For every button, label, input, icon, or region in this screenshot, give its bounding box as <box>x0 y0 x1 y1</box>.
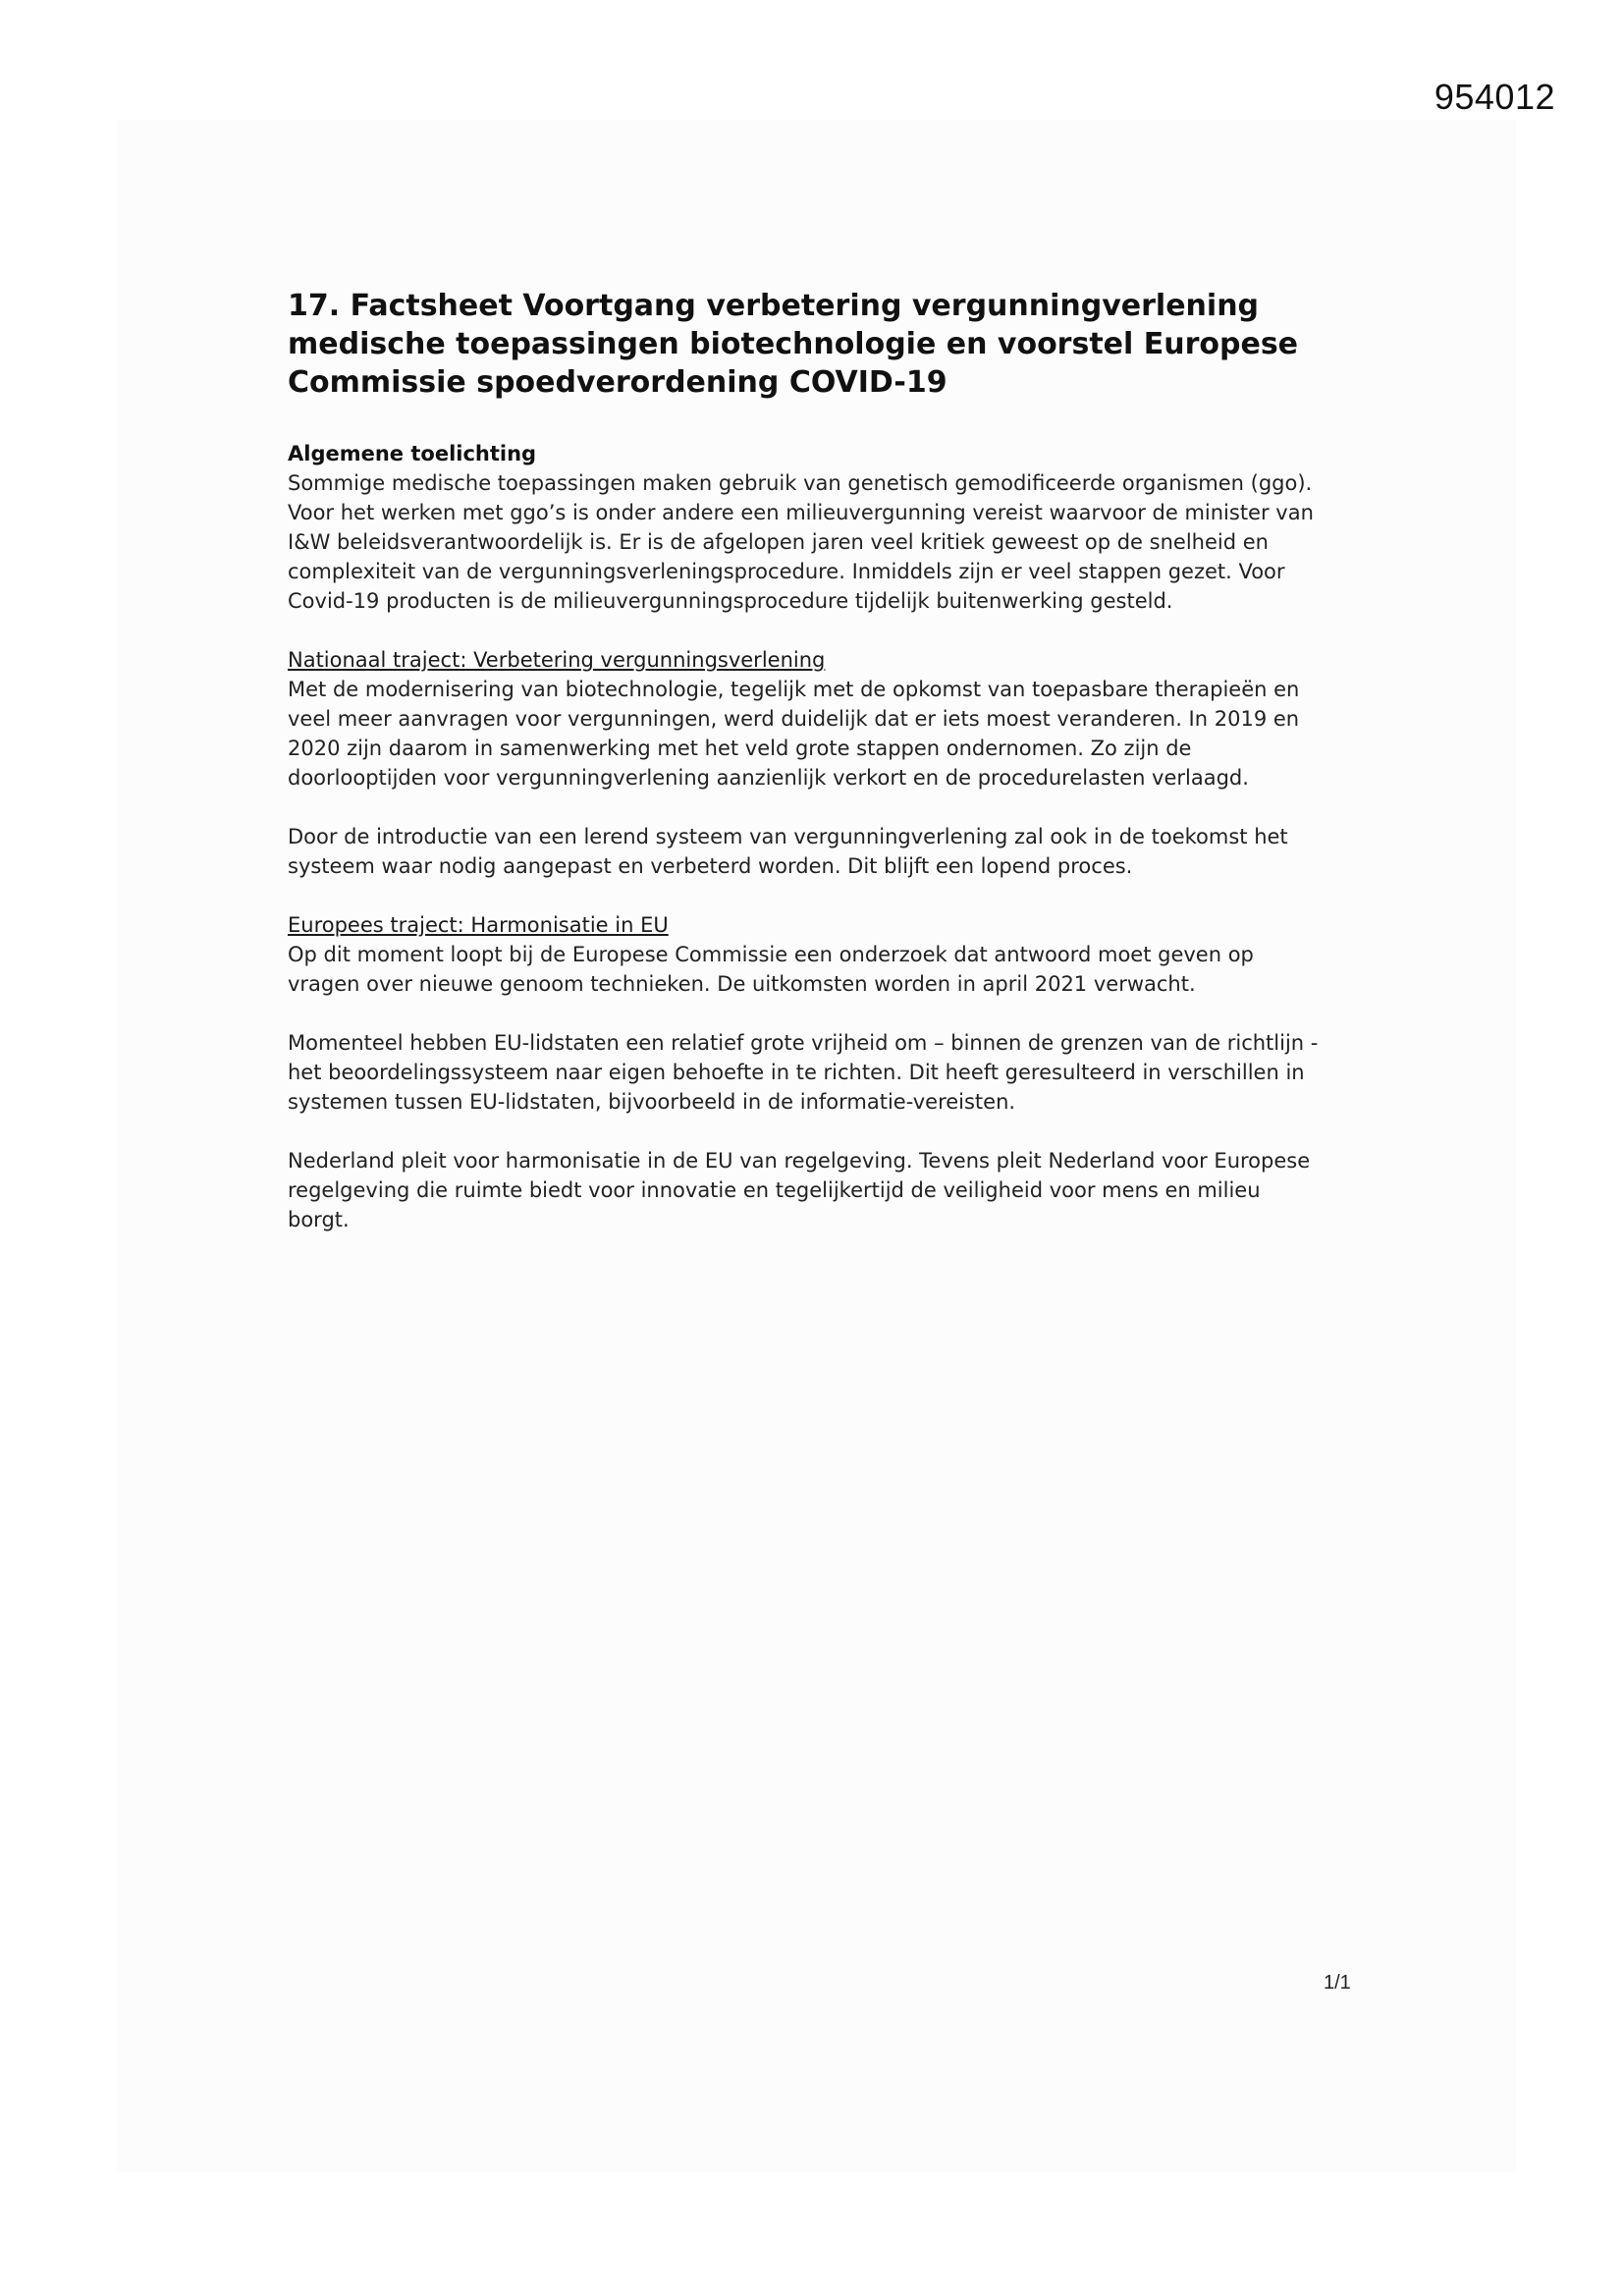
paragraph-line: doorlooptijden voor vergunningverlening aanzienlijk verkort en de procedurelasten verlaagd. <box>288 766 1249 790</box>
paragraph-line: Covid-19 producten is de milieuvergunningsprocedure tijdelijk buitenwerking gesteld. <box>288 589 1173 613</box>
paragraph-line: vragen over nieuwe genoom technieken. De uitkomsten worden in april 2021 verwacht. <box>288 972 1196 996</box>
section-heading: Algemene toelichting <box>288 442 537 465</box>
section-subheading: Europees traject: Harmonisatie in EU <box>288 913 669 937</box>
paragraph-line: complexiteit van de vergunningsverleningsprocedure. Inmiddels zijn er veel stappen gezet. Voor <box>288 560 1285 583</box>
section-national <box>288 645 1368 881</box>
paragraph-line: systemen tussen EU-lidstaten, bijvoorbeeld in de informatie-vereisten. <box>288 1090 1016 1114</box>
paragraph <box>288 468 1368 616</box>
title-line: medische toepassingen biotechnologie en voorstel Europese <box>288 327 1299 361</box>
section-subheading: Nationaal traject: Verbetering vergunningsverlening <box>288 648 826 672</box>
paragraph <box>288 1028 1368 1117</box>
paragraph-line: Voor het werken met ggo’s is onder andere een milieuvergunning vereist waarvoor de minister van <box>288 501 1314 524</box>
paragraph-line: het beoordelingssysteem naar eigen behoefte in te richten. Dit heeft geresulteerd in verschillen in <box>288 1061 1305 1084</box>
paragraph-line: Sommige medische toepassingen maken gebruik van genetisch gemodificeerde organismen (ggo). <box>288 471 1313 495</box>
section-general <box>288 439 1368 616</box>
title-line: Commissie spoedverordening COVID-19 <box>288 365 947 400</box>
paragraph <box>288 675 1368 793</box>
title-line: 17. Factsheet Voortgang verbetering vergunningverlening <box>288 289 1260 323</box>
paragraph-line: regelgeving die ruimte biedt voor innovatie en tegelijkertijd de veiligheid voor mens en milieu <box>288 1178 1261 1202</box>
section-european <box>288 910 1368 1234</box>
paragraph-line: Op dit moment loopt bij de Europese Commissie een onderzoek dat antwoord moet geven op <box>288 943 1254 966</box>
paragraph-line: I&W beleidsverantwoordelijk is. Er is de afgelopen jaren veel kritiek geweest op de snelheid en <box>288 530 1269 554</box>
paragraph <box>288 940 1368 999</box>
paragraph-line: veel meer aanvragen voor vergunningen, werd duidelijk dat er iets moest veranderen. In 2019 en <box>288 707 1300 731</box>
paragraph-line: 2020 zijn daarom in samenwerking met het veld grote stappen ondernomen. Zo zijn de <box>288 737 1192 760</box>
paragraph-line: Met de modernisering van biotechnologie, tegelijk met de opkomst van toepasbare therapieën en <box>288 678 1300 701</box>
document-id: 954012 <box>1434 77 1555 117</box>
paragraph-line: systeem waar nodig aangepast en verbeterd worden. Dit blijft een lopend proces. <box>288 854 1133 878</box>
paragraph <box>288 1146 1368 1234</box>
paragraph-line: Door de introductie van een lerend systeem van vergunningverlening zal ook in de toekomst het <box>288 825 1288 848</box>
document-body <box>288 287 1368 1234</box>
paragraph-line: borgt. <box>288 1208 350 1231</box>
paragraph <box>288 822 1368 881</box>
page-number: 1/1 <box>1324 1972 1351 1994</box>
paragraph-line: Nederland pleit voor harmonisatie in de EU van regelgeving. Tevens pleit Nederland voor Europese <box>288 1149 1311 1173</box>
document-title <box>288 287 1368 402</box>
paragraph-line: Momenteel hebben EU-lidstaten een relatief grote vrijheid om – binnen de grenzen van de richtlijn - <box>288 1031 1319 1055</box>
